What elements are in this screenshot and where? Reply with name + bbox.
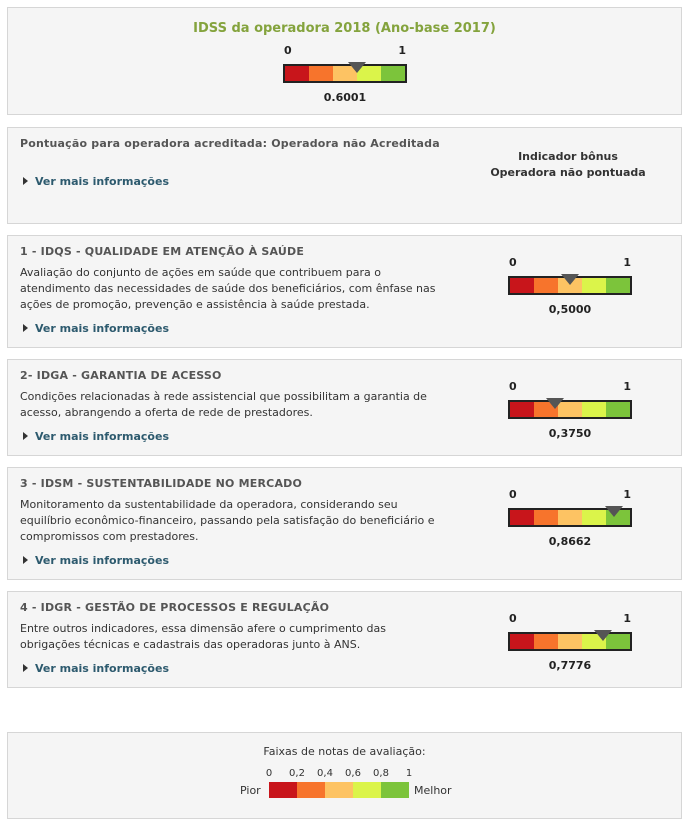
gauge-band: [534, 278, 558, 293]
gauge-band: [381, 66, 405, 81]
gauge-value: 0.6001: [323, 91, 367, 104]
idqs-gauge: [508, 256, 632, 316]
gauge-bar: [283, 64, 407, 83]
gauge-marker-icon: [605, 506, 623, 517]
legend-worst-label: Pior: [240, 784, 261, 797]
gauge-min-label: 0: [509, 488, 517, 501]
legend-band: [325, 782, 353, 798]
legend-tick: 0: [265, 768, 273, 779]
gauge-max-label: 1: [623, 488, 631, 501]
gauge-value: 0,8662: [548, 535, 592, 548]
gauge-scale: [283, 44, 407, 58]
gauge-bar: [508, 632, 632, 651]
section-title: 4 - IDGR - GESTÃO DE PROCESSOS E REGULAÇÃO: [20, 601, 330, 614]
bonus-title: Indicador bônus: [518, 150, 618, 163]
gauge-band: [510, 510, 534, 525]
gauge-min-label: 0: [284, 44, 292, 57]
gauge-min-label: 0: [509, 256, 517, 269]
legend-ticks: [265, 768, 413, 780]
gauge-scale: [508, 612, 632, 626]
section-description: Monitoramento da sustentabilidade da operadora, considerando seu equilíbrio econômico-financeiro, passando pela satisfação do beneficiário e compromissos com prestadores.: [20, 498, 435, 543]
accreditation-text: Pontuação para operadora acreditada: Operadora não Acreditada: [20, 137, 440, 150]
gauge-band: [582, 402, 606, 417]
legend-tick: 1: [405, 768, 413, 779]
legend-tick: 0,8: [373, 768, 389, 779]
gauge-scale: [508, 380, 632, 394]
gauge-band: [606, 278, 630, 293]
section-description: Entre outros indicadores, essa dimensão afere o cumprimento das obrigações técnicas e cadastrais das operadoras junto à ANS.: [20, 622, 386, 651]
page-title: IDSS da operadora 2018 (Ano-base 2017): [193, 21, 496, 36]
gauge-scale: [508, 256, 632, 270]
gauge-band: [558, 510, 582, 525]
gauge-bar: [508, 508, 632, 527]
gauge-max-label: 1: [623, 256, 631, 269]
idsm-gauge: [508, 488, 632, 548]
gauge-band: [582, 510, 606, 525]
section-title: 3 - IDSM - SUSTENTABILIDADE NO MERCADO: [20, 477, 303, 490]
section-description: Condições relacionadas à rede assistencial que possibilitam a garantia de acesso, abrangendo a oferta de rede de prestadores.: [20, 390, 427, 419]
section-idga: [7, 359, 682, 456]
gauge-min-label: 0: [509, 380, 517, 393]
gauge-band: [309, 66, 333, 81]
legend-band: [353, 782, 381, 798]
gauge-band: [558, 634, 582, 649]
legend-bar: [269, 782, 409, 798]
more-info-link[interactable]: Ver mais informações: [23, 430, 169, 443]
accreditation-panel: [7, 127, 682, 224]
legend-title: Faixas de notas de avaliação:: [263, 745, 426, 758]
gauge-marker-icon: [594, 630, 612, 641]
gauge-band: [510, 278, 534, 293]
caret-right-icon: [23, 664, 28, 672]
legend-panel: [7, 732, 682, 819]
more-info-link[interactable]: Ver mais informações: [23, 175, 169, 188]
gauge-bar: [508, 276, 632, 295]
caret-right-icon: [23, 432, 28, 440]
section-title: 1 - IDQS - QUALIDADE EM ATENÇÃO À SAÚDE: [20, 245, 305, 258]
idgr-gauge: [508, 612, 632, 672]
caret-right-icon: [23, 556, 28, 564]
gauge-max-label: 1: [398, 44, 406, 57]
gauge-band: [534, 510, 558, 525]
more-info-link[interactable]: Ver mais informações: [23, 554, 169, 567]
gauge-max-label: 1: [623, 612, 631, 625]
legend-tick: 0,4: [317, 768, 333, 779]
header-panel: [7, 7, 682, 115]
section-title: 2- IDGA - GARANTIA DE ACESSO: [20, 369, 222, 382]
more-info-link[interactable]: Ver mais informações: [23, 322, 169, 335]
gauge-band: [510, 402, 534, 417]
legend-band: [269, 782, 297, 798]
bonus-indicator: [483, 149, 653, 181]
gauge-band: [606, 402, 630, 417]
more-info-link[interactable]: Ver mais informações: [23, 662, 169, 675]
gauge-max-label: 1: [623, 380, 631, 393]
gauge-band: [510, 634, 534, 649]
caret-right-icon: [23, 177, 28, 185]
section-idsm: [7, 467, 682, 580]
gauge-value: 0,7776: [548, 659, 592, 672]
section-idqs: [7, 235, 682, 348]
gauge-band: [285, 66, 309, 81]
caret-right-icon: [23, 324, 28, 332]
legend-band: [297, 782, 325, 798]
gauge-bar: [508, 400, 632, 419]
gauge-band: [534, 634, 558, 649]
section-idgr: [7, 591, 682, 688]
gauge-value: 0,5000: [548, 303, 592, 316]
legend-tick: 0,2: [289, 768, 305, 779]
legend-tick: 0,6: [345, 768, 361, 779]
idga-gauge: [508, 380, 632, 440]
section-description: Avaliação do conjunto de ações em saúde que contribuem para o atendimento das necessidades de saúde dos beneficiários, com ênfase nas ações de promoção, prevenção e assistência à saúde prestada.: [20, 266, 436, 311]
gauge-scale: [508, 488, 632, 502]
gauge-marker-icon: [348, 62, 366, 73]
gauge-value: 0,3750: [548, 427, 592, 440]
overall-gauge: [283, 44, 407, 104]
legend-band: [381, 782, 409, 798]
legend-best-label: Melhor: [414, 784, 452, 797]
gauge-band: [582, 278, 606, 293]
gauge-marker-icon: [546, 398, 564, 409]
gauge-min-label: 0: [509, 612, 517, 625]
gauge-marker-icon: [561, 274, 579, 285]
bonus-status: Operadora não pontuada: [490, 166, 646, 179]
